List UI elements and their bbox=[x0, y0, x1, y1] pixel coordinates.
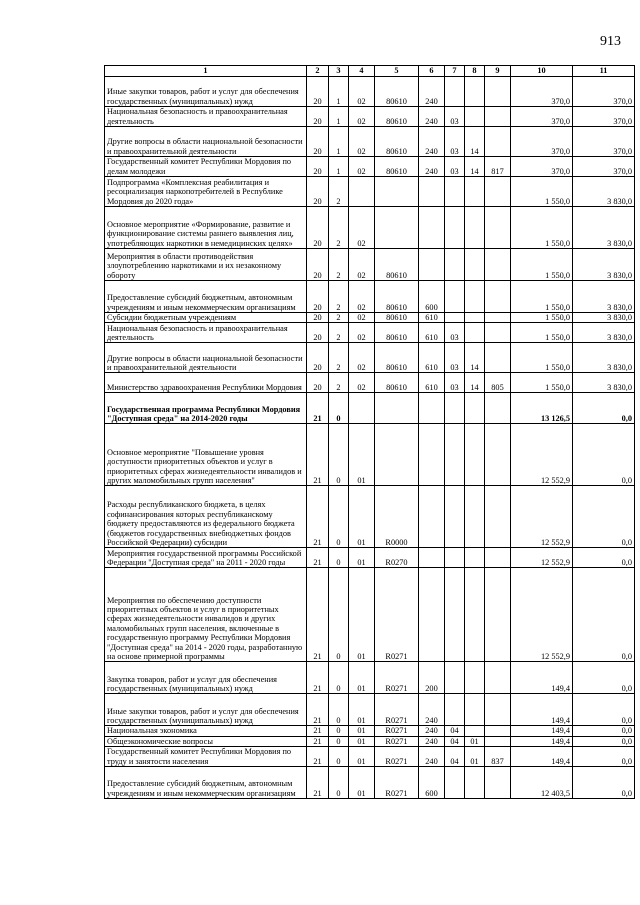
table-cell bbox=[465, 486, 485, 548]
table-cell bbox=[419, 177, 445, 207]
table-cell: 21 bbox=[307, 568, 329, 662]
table-cell: R0270 bbox=[375, 548, 419, 568]
table-cell: 0,0 bbox=[573, 424, 635, 486]
table-cell: 0 bbox=[329, 747, 349, 767]
table-cell bbox=[419, 207, 445, 249]
table-cell bbox=[485, 343, 511, 373]
row-label: Предоставление субсидий бюджетным, автономным учреждениям и иным некоммерческим организациям bbox=[105, 767, 307, 799]
table-cell: 0 bbox=[329, 736, 349, 746]
table-cell: 02 bbox=[349, 107, 375, 127]
table-cell: 20 bbox=[307, 127, 329, 157]
table-cell bbox=[465, 207, 485, 249]
column-header: 11 bbox=[573, 66, 635, 77]
table-cell: 0 bbox=[329, 486, 349, 548]
column-header: 7 bbox=[445, 66, 465, 77]
table-cell: 80610 bbox=[375, 281, 419, 313]
table-cell: 240 bbox=[419, 694, 445, 726]
table-cell: 3 830,0 bbox=[573, 207, 635, 249]
table-cell: 14 bbox=[465, 127, 485, 157]
column-header: 3 bbox=[329, 66, 349, 77]
table-row bbox=[105, 694, 635, 726]
table-cell: 12 552,9 bbox=[511, 568, 573, 662]
table-row bbox=[105, 662, 635, 694]
table-cell: 80610 bbox=[375, 323, 419, 343]
table-cell: 14 bbox=[465, 373, 485, 393]
table-row bbox=[105, 313, 635, 323]
table-cell: 03 bbox=[445, 157, 465, 177]
table-cell: 2 bbox=[329, 323, 349, 343]
table-row bbox=[105, 548, 635, 568]
table-cell: 370,0 bbox=[573, 77, 635, 107]
table-cell: 370,0 bbox=[511, 107, 573, 127]
table-cell: 01 bbox=[349, 662, 375, 694]
table-cell: R0271 bbox=[375, 767, 419, 799]
table-cell: 240 bbox=[419, 736, 445, 746]
table-cell: 240 bbox=[419, 77, 445, 107]
table-cell bbox=[445, 767, 465, 799]
table-cell: 805 bbox=[485, 373, 511, 393]
table-cell: 1 550,0 bbox=[511, 323, 573, 343]
table-cell: 610 bbox=[419, 373, 445, 393]
row-label: Основное мероприятие "Повышение уровня доступности приоритетных объектов и услуг в приоритетных сферах жизнедеятельности инвалидов и других маломобильных групп населения" bbox=[105, 424, 307, 486]
table-cell: 3 830,0 bbox=[573, 313, 635, 323]
row-label: Общеэкономические вопросы bbox=[105, 736, 307, 746]
table-cell: 12 552,9 bbox=[511, 548, 573, 568]
table-cell: 1 550,0 bbox=[511, 373, 573, 393]
table-cell: 837 bbox=[485, 747, 511, 767]
table-cell bbox=[485, 736, 511, 746]
table-cell: 610 bbox=[419, 313, 445, 323]
table-cell: 149,4 bbox=[511, 662, 573, 694]
table-cell bbox=[485, 177, 511, 207]
table-cell: 03 bbox=[445, 343, 465, 373]
table-cell bbox=[465, 177, 485, 207]
row-label: Мероприятия по обеспечению доступности приоритетных объектов и услуг в приоритетных сферах жизнедеятельности инвалидов и других маломобильных групп населения, включенные в государственную программу Республики Мордовия "Доступная среда" на 2014 - 2020 годы, разработанную на основе примерной программы bbox=[105, 568, 307, 662]
table-cell: 21 bbox=[307, 424, 329, 486]
table-cell: 02 bbox=[349, 343, 375, 373]
table-cell bbox=[465, 107, 485, 127]
table-cell: 20 bbox=[307, 177, 329, 207]
table-cell: 2 bbox=[329, 177, 349, 207]
table-cell: 03 bbox=[445, 127, 465, 157]
table-cell: R0271 bbox=[375, 694, 419, 726]
row-label: Государственный комитет Республики Мордовия по труду и занятости населения bbox=[105, 747, 307, 767]
table-cell: 1 bbox=[329, 157, 349, 177]
table-cell bbox=[465, 249, 485, 281]
table-cell: 240 bbox=[419, 127, 445, 157]
table-cell: 2 bbox=[329, 249, 349, 281]
table-cell: R0000 bbox=[375, 486, 419, 548]
table-cell: 149,4 bbox=[511, 726, 573, 736]
column-header: 1 bbox=[105, 66, 307, 77]
table-cell: 20 bbox=[307, 107, 329, 127]
row-label: Предоставление субсидий бюджетным, автономным учреждениям и иным некоммерческим организациям bbox=[105, 281, 307, 313]
table-cell: 3 830,0 bbox=[573, 281, 635, 313]
table-cell: 80610 bbox=[375, 343, 419, 373]
table-row bbox=[105, 157, 635, 177]
table-cell: 20 bbox=[307, 281, 329, 313]
row-label: Подпрограмма «Комплексная реабилитация и ресоциализация наркопотребителей в Республике Мордовия до 2020 года» bbox=[105, 177, 307, 207]
table-row bbox=[105, 127, 635, 157]
column-header: 9 bbox=[485, 66, 511, 77]
table-cell bbox=[465, 694, 485, 726]
table-cell bbox=[485, 207, 511, 249]
table-cell: 3 830,0 bbox=[573, 249, 635, 281]
table-cell bbox=[465, 662, 485, 694]
column-header: 5 bbox=[375, 66, 419, 77]
table-cell: 0 bbox=[329, 393, 349, 424]
table-cell bbox=[465, 393, 485, 424]
table-cell: 240 bbox=[419, 747, 445, 767]
table-cell bbox=[445, 249, 465, 281]
table-cell: 21 bbox=[307, 393, 329, 424]
table-cell bbox=[485, 323, 511, 343]
table-cell bbox=[465, 568, 485, 662]
table-cell: 02 bbox=[349, 249, 375, 281]
table-row bbox=[105, 767, 635, 799]
table-cell: 20 bbox=[307, 373, 329, 393]
table-cell: 600 bbox=[419, 281, 445, 313]
table-cell: 0,0 bbox=[573, 568, 635, 662]
table-cell: 01 bbox=[465, 736, 485, 746]
table-cell bbox=[465, 424, 485, 486]
table-cell: R0271 bbox=[375, 747, 419, 767]
table-row bbox=[105, 393, 635, 424]
table-cell: 02 bbox=[349, 127, 375, 157]
table-cell: 149,4 bbox=[511, 694, 573, 726]
table-cell: 01 bbox=[465, 747, 485, 767]
row-label: Иные закупки товаров, работ и услуг для обеспечения государственных (муниципальных) нужд bbox=[105, 694, 307, 726]
table-cell bbox=[485, 127, 511, 157]
table-cell bbox=[465, 281, 485, 313]
table-cell: 21 bbox=[307, 767, 329, 799]
table-cell: 370,0 bbox=[511, 127, 573, 157]
table-cell bbox=[485, 249, 511, 281]
column-header: 8 bbox=[465, 66, 485, 77]
table-cell: 01 bbox=[349, 424, 375, 486]
table-cell: 01 bbox=[349, 747, 375, 767]
table-cell: R0271 bbox=[375, 726, 419, 736]
table-cell: 3 830,0 bbox=[573, 343, 635, 373]
table-cell: 149,4 bbox=[511, 736, 573, 746]
table-cell: 80610 bbox=[375, 107, 419, 127]
table-cell: 149,4 bbox=[511, 747, 573, 767]
table-cell: 1 550,0 bbox=[511, 313, 573, 323]
row-label: Национальная безопасность и правоохранительная деятельность bbox=[105, 107, 307, 127]
row-label: Государственная программа Республики Мордовия "Доступная среда" на 2014-2020 годы bbox=[105, 393, 307, 424]
table-cell: 0,0 bbox=[573, 548, 635, 568]
table-cell: 12 552,9 bbox=[511, 486, 573, 548]
table-cell bbox=[485, 281, 511, 313]
table-cell: 0 bbox=[329, 767, 349, 799]
row-label: Другие вопросы в области национальной безопасности и правоохранительной деятельности bbox=[105, 127, 307, 157]
table-cell: 240 bbox=[419, 726, 445, 736]
table-cell: 0,0 bbox=[573, 486, 635, 548]
table-row bbox=[105, 747, 635, 767]
table-cell: 01 bbox=[349, 694, 375, 726]
table-row bbox=[105, 736, 635, 746]
table-row bbox=[105, 107, 635, 127]
table-cell: 1 550,0 bbox=[511, 249, 573, 281]
table-cell bbox=[485, 568, 511, 662]
table-cell: 600 bbox=[419, 767, 445, 799]
table-cell: 2 bbox=[329, 373, 349, 393]
table-cell bbox=[485, 767, 511, 799]
column-header: 6 bbox=[419, 66, 445, 77]
table-cell: 04 bbox=[445, 726, 465, 736]
table-cell bbox=[419, 424, 445, 486]
table-cell: 14 bbox=[465, 343, 485, 373]
table-cell: 370,0 bbox=[573, 127, 635, 157]
table-row bbox=[105, 373, 635, 393]
table-cell bbox=[445, 313, 465, 323]
table-cell: 0 bbox=[329, 726, 349, 736]
table-row bbox=[105, 207, 635, 249]
table-cell: 0,0 bbox=[573, 393, 635, 424]
table-row bbox=[105, 343, 635, 373]
table-row bbox=[105, 323, 635, 343]
table-cell: 817 bbox=[485, 157, 511, 177]
table-cell bbox=[375, 424, 419, 486]
table-cell: 0,0 bbox=[573, 694, 635, 726]
table-cell: 01 bbox=[349, 767, 375, 799]
table-cell: 3 830,0 bbox=[573, 323, 635, 343]
table-cell bbox=[419, 568, 445, 662]
table-cell: 21 bbox=[307, 726, 329, 736]
table-header-row bbox=[105, 66, 635, 77]
table-cell: 0 bbox=[329, 548, 349, 568]
table-cell: 21 bbox=[307, 662, 329, 694]
table-cell: 370,0 bbox=[573, 157, 635, 177]
table-cell bbox=[485, 694, 511, 726]
table-cell: 240 bbox=[419, 107, 445, 127]
table-cell bbox=[465, 726, 485, 736]
table-cell bbox=[445, 393, 465, 424]
table-cell: 02 bbox=[349, 207, 375, 249]
row-label: Национальная безопасность и правоохранительная деятельность bbox=[105, 323, 307, 343]
table-row bbox=[105, 726, 635, 736]
table-cell: 1 550,0 bbox=[511, 281, 573, 313]
table-cell bbox=[485, 107, 511, 127]
table-cell bbox=[445, 424, 465, 486]
table-cell bbox=[485, 77, 511, 107]
table-row bbox=[105, 281, 635, 313]
table-cell bbox=[465, 323, 485, 343]
table-cell: 1 550,0 bbox=[511, 207, 573, 249]
table-cell bbox=[419, 486, 445, 548]
table-cell: 1 bbox=[329, 107, 349, 127]
table-cell: 21 bbox=[307, 747, 329, 767]
table-cell: 0,0 bbox=[573, 736, 635, 746]
table-cell: 03 bbox=[445, 107, 465, 127]
budget-table bbox=[104, 65, 635, 799]
table-cell bbox=[465, 77, 485, 107]
table-row bbox=[105, 568, 635, 662]
row-label: Министерство здравоохранения Республики Мордовия bbox=[105, 373, 307, 393]
table-cell: 80610 bbox=[375, 373, 419, 393]
table-cell bbox=[375, 207, 419, 249]
table-cell: 21 bbox=[307, 736, 329, 746]
table-cell: 20 bbox=[307, 77, 329, 107]
table-cell: 14 bbox=[465, 157, 485, 177]
table-cell: 610 bbox=[419, 343, 445, 373]
table-cell: 2 bbox=[329, 281, 349, 313]
table-cell bbox=[419, 548, 445, 568]
table-cell: 2 bbox=[329, 313, 349, 323]
table-row bbox=[105, 486, 635, 548]
table-cell: 01 bbox=[349, 736, 375, 746]
table-cell bbox=[375, 393, 419, 424]
table-cell bbox=[445, 77, 465, 107]
table-cell: 01 bbox=[349, 548, 375, 568]
table-cell: 0,0 bbox=[573, 747, 635, 767]
row-label: Расходы республиканского бюджета, в целях софинансирования которых республиканскому бюджету предоставляются из федерального бюджета (бюджетов государственных внебюджетных фондов Российской Федерации) субсидии bbox=[105, 486, 307, 548]
table-cell: 04 bbox=[445, 736, 465, 746]
table-cell bbox=[485, 548, 511, 568]
row-label: Мероприятия в области противодействия злоупотреблению наркотиками и их незаконному обороту bbox=[105, 249, 307, 281]
table-cell bbox=[445, 662, 465, 694]
column-header: 4 bbox=[349, 66, 375, 77]
table-cell: 0,0 bbox=[573, 767, 635, 799]
table-cell bbox=[465, 313, 485, 323]
table-cell: 01 bbox=[349, 568, 375, 662]
table-cell bbox=[349, 393, 375, 424]
table-cell bbox=[445, 486, 465, 548]
table-row bbox=[105, 424, 635, 486]
table-cell: 12 552,9 bbox=[511, 424, 573, 486]
table-cell bbox=[465, 767, 485, 799]
table-cell bbox=[485, 393, 511, 424]
table-cell: 21 bbox=[307, 486, 329, 548]
table-cell bbox=[445, 281, 465, 313]
table-cell: 370,0 bbox=[511, 77, 573, 107]
row-label: Иные закупки товаров, работ и услуг для обеспечения государственных (муниципальных) нужд bbox=[105, 77, 307, 107]
table-cell: R0271 bbox=[375, 736, 419, 746]
table-cell: 0 bbox=[329, 662, 349, 694]
table-cell: 02 bbox=[349, 77, 375, 107]
table-row bbox=[105, 249, 635, 281]
table-cell bbox=[349, 177, 375, 207]
table-cell: 200 bbox=[419, 662, 445, 694]
table-cell: 02 bbox=[349, 313, 375, 323]
table-cell: 01 bbox=[349, 726, 375, 736]
table-cell: 12 403,5 bbox=[511, 767, 573, 799]
table-cell bbox=[445, 568, 465, 662]
table-cell bbox=[445, 177, 465, 207]
table-cell: 3 830,0 bbox=[573, 177, 635, 207]
table-cell: 04 bbox=[445, 747, 465, 767]
table-cell bbox=[419, 393, 445, 424]
table-cell bbox=[485, 424, 511, 486]
table-cell: 0 bbox=[329, 694, 349, 726]
table-cell: 240 bbox=[419, 157, 445, 177]
table-cell bbox=[485, 726, 511, 736]
column-header: 2 bbox=[307, 66, 329, 77]
table-cell: 370,0 bbox=[511, 157, 573, 177]
row-label: Мероприятия государственной программы Российской Федерации "Доступная среда" на 2011 - 2020 годы bbox=[105, 548, 307, 568]
table-cell: R0271 bbox=[375, 662, 419, 694]
table-cell: 0 bbox=[329, 568, 349, 662]
table-cell: 20 bbox=[307, 207, 329, 249]
table-cell: 02 bbox=[349, 157, 375, 177]
table-cell: 1 550,0 bbox=[511, 343, 573, 373]
table-cell: 0,0 bbox=[573, 662, 635, 694]
table-cell bbox=[485, 662, 511, 694]
table-cell: 1 bbox=[329, 127, 349, 157]
table-cell: 0 bbox=[329, 424, 349, 486]
table-cell: 80610 bbox=[375, 127, 419, 157]
table-cell: 13 126,5 bbox=[511, 393, 573, 424]
table-cell: 610 bbox=[419, 323, 445, 343]
table-cell: 03 bbox=[445, 323, 465, 343]
column-header: 10 bbox=[511, 66, 573, 77]
table-cell: 01 bbox=[349, 486, 375, 548]
table-cell: 1 550,0 bbox=[511, 177, 573, 207]
table-cell: 21 bbox=[307, 694, 329, 726]
table-cell: 80610 bbox=[375, 77, 419, 107]
table-cell: 02 bbox=[349, 323, 375, 343]
table-cell: 80610 bbox=[375, 157, 419, 177]
table-cell: 80610 bbox=[375, 313, 419, 323]
table-cell bbox=[419, 249, 445, 281]
table-cell: 370,0 bbox=[573, 107, 635, 127]
page-number: 913 bbox=[600, 34, 621, 49]
table-cell bbox=[485, 486, 511, 548]
row-label: Национальная экономика bbox=[105, 726, 307, 736]
table-cell: 02 bbox=[349, 281, 375, 313]
table-cell: 20 bbox=[307, 343, 329, 373]
table-cell: 02 bbox=[349, 373, 375, 393]
table-cell bbox=[445, 548, 465, 568]
table-cell: 20 bbox=[307, 313, 329, 323]
table-cell: 3 830,0 bbox=[573, 373, 635, 393]
table-cell bbox=[465, 548, 485, 568]
row-label: Закупка товаров, работ и услуг для обеспечения государственных (муниципальных) нужд bbox=[105, 662, 307, 694]
row-label: Субсидии бюджетным учреждениям bbox=[105, 313, 307, 323]
table-cell: 0,0 bbox=[573, 726, 635, 736]
table-cell: 03 bbox=[445, 373, 465, 393]
table-cell: 2 bbox=[329, 207, 349, 249]
table-row bbox=[105, 177, 635, 207]
table-cell bbox=[485, 313, 511, 323]
table-cell: R0271 bbox=[375, 568, 419, 662]
table-cell bbox=[445, 207, 465, 249]
table-cell: 2 bbox=[329, 343, 349, 373]
table-cell: 20 bbox=[307, 249, 329, 281]
row-label: Другие вопросы в области национальной безопасности и правоохранительной деятельности bbox=[105, 343, 307, 373]
row-label: Основное мероприятие «Формирование, развитие и функционирование системы раннего выявления лиц, употребляющих наркотики в немедицинских целях» bbox=[105, 207, 307, 249]
table-cell bbox=[375, 177, 419, 207]
table-cell bbox=[445, 694, 465, 726]
row-label: Государственный комитет Республики Мордовия по делам молодежи bbox=[105, 157, 307, 177]
table-cell: 1 bbox=[329, 77, 349, 107]
table-cell: 21 bbox=[307, 548, 329, 568]
table-cell: 20 bbox=[307, 157, 329, 177]
table-cell: 80610 bbox=[375, 249, 419, 281]
table-row bbox=[105, 77, 635, 107]
table-cell: 20 bbox=[307, 323, 329, 343]
